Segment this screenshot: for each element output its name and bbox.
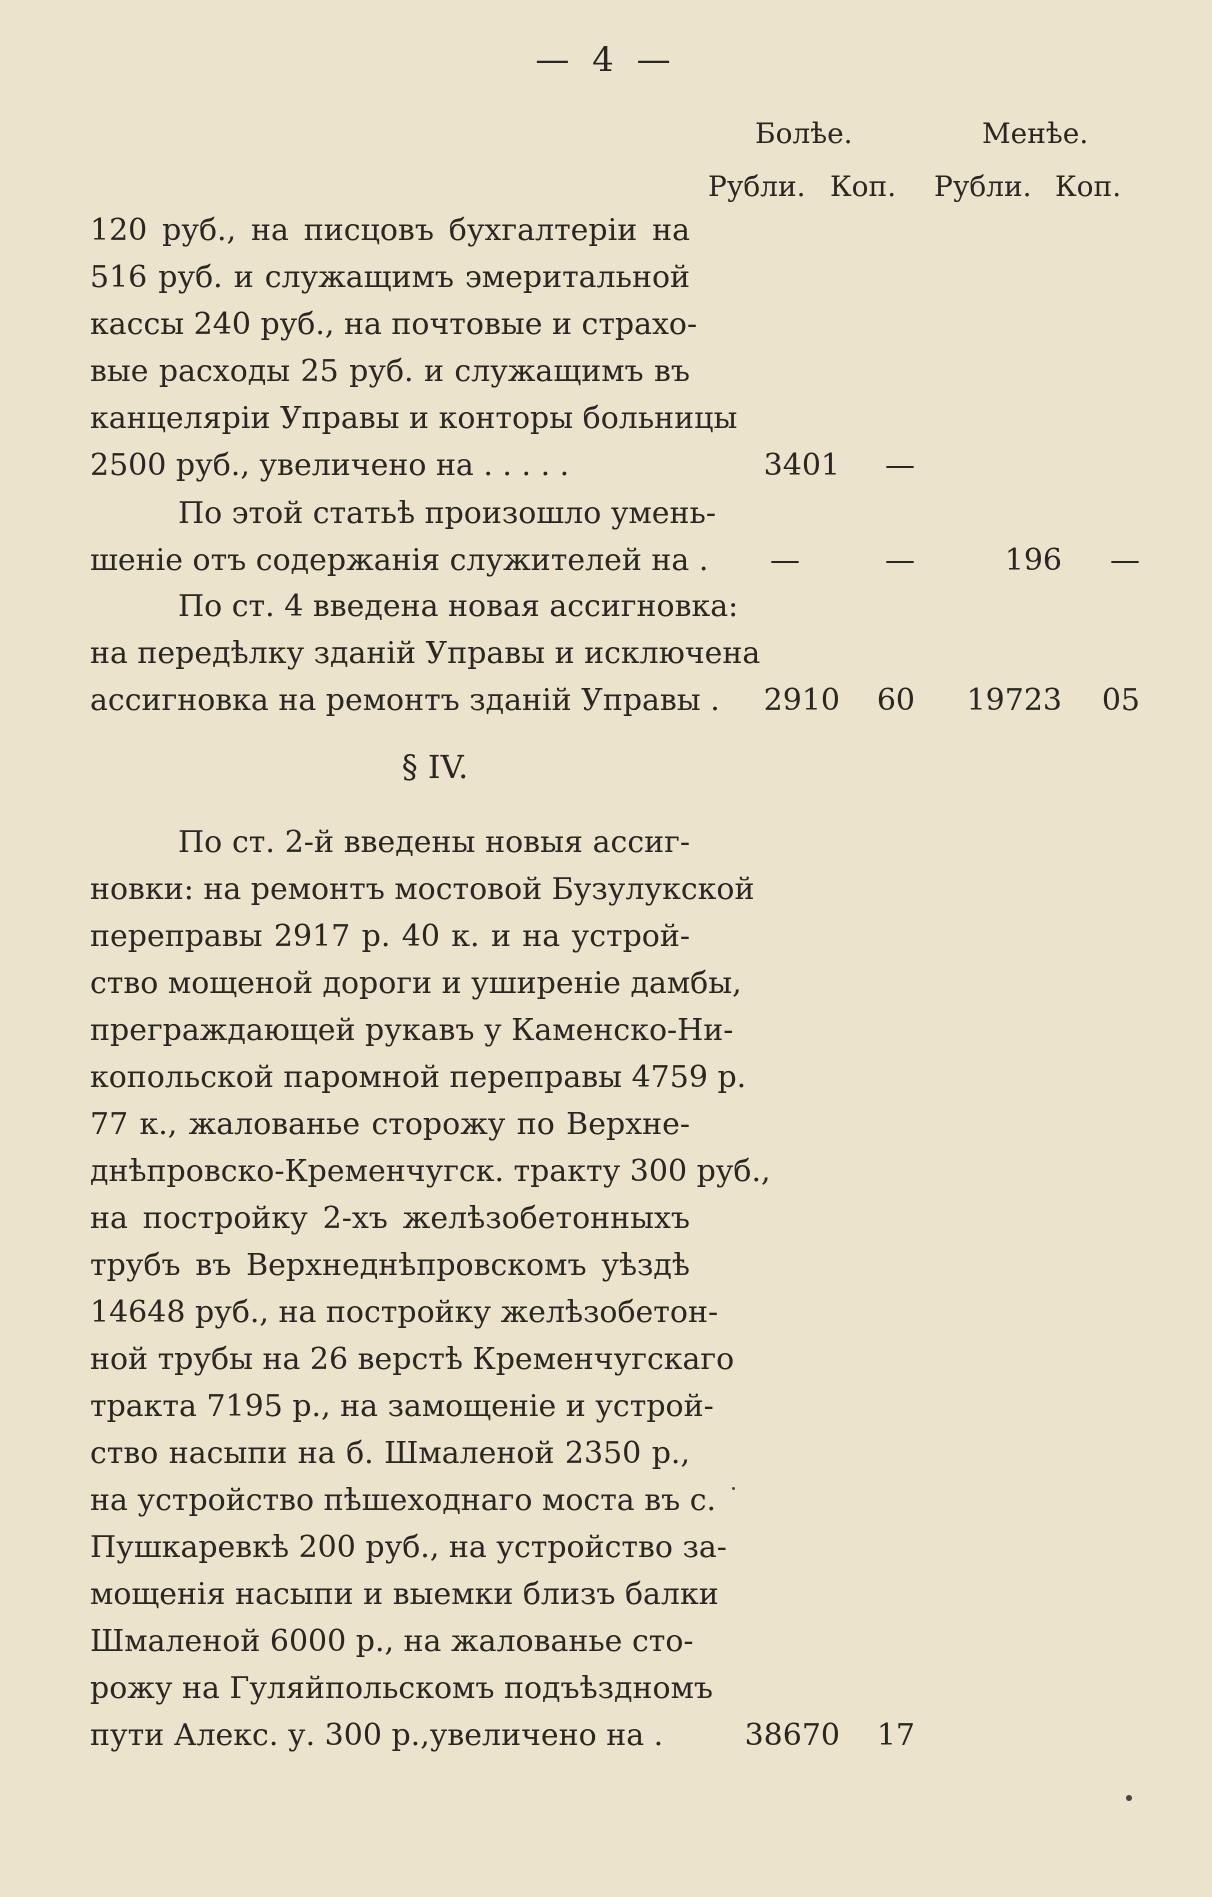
text-line: По ст. 2-й введены новыя ассиг- [178, 825, 690, 860]
value-more-rubles: 38670 [744, 1718, 840, 1753]
value-more-kop: — [885, 448, 915, 483]
page-number: — 4 — [535, 40, 677, 80]
text-line: По этой статьѣ произошло умень- [178, 496, 717, 531]
value-more-kop: 17 [876, 1718, 915, 1753]
value-less-kop: — [1110, 543, 1140, 578]
value-less-rubles: 196 [1004, 543, 1062, 578]
header-kop-less: Коп. [1055, 170, 1122, 203]
text-line: на передѣлку зданій Управы и исключена [90, 636, 761, 671]
ink-speck [1126, 1795, 1132, 1801]
text-line: копольской паромной переправы 4759 р. [90, 1060, 747, 1095]
value-more-rubles: — [770, 543, 800, 578]
text-line: мощенія насыпи и выемки близъ балки [90, 1577, 719, 1612]
text-line: ство мощеной дороги и уширеніе дамбы, [90, 966, 742, 1001]
text-line: днѣпровско-Кременчугск. тракту 300 руб., [90, 1154, 771, 1189]
value-less-rubles: 19723 [966, 683, 1062, 718]
text-line: 516 руб. и служащимъ эмеритальной [90, 260, 690, 295]
header-kop-more: Коп. [830, 170, 897, 203]
text-line: переправы 2917 р. 40 к. и на устрой- [90, 919, 690, 954]
value-more-rubles: 2910 [763, 683, 840, 718]
text-line: 120 руб., на писцовъ бухгалтеріи на [90, 213, 690, 248]
value-more-rubles: 3401 [763, 448, 840, 483]
text-line: шеніе отъ содержанія служителей на . [90, 543, 709, 578]
text-line: ной трубы на 26 верстѣ Кременчугскаго [90, 1342, 735, 1377]
text-line: пути Алекс. у. 300 р.,увеличено на . [90, 1718, 664, 1753]
text-line: трубъ въ Верхнеднѣпровскомъ уѣздѣ [90, 1248, 690, 1283]
text-line: тракта 7195 р., на замощеніе и устрой- [90, 1389, 714, 1424]
text-line: рожу на Гуляйпольскомъ подъѣздномъ [90, 1671, 713, 1706]
text-line: 2500 руб., увеличено на . . . . . [90, 448, 570, 483]
header-less: Менѣе. [982, 117, 1089, 150]
text-line: на устройство пѣшеходнаго моста въ с. [90, 1483, 717, 1518]
text-line: 77 к., жалованье сторожу по Верхне- [90, 1107, 690, 1142]
ink-speck [732, 1487, 735, 1490]
text-line: По ст. 4 введена новая ассигновка: [178, 589, 739, 624]
text-line: новки: на ремонтъ мостовой Бузулукской [90, 872, 755, 907]
header-rubles-more: Рубли. [708, 170, 806, 203]
text-line: кассы 240 руб., на почтовые и страхо- [90, 307, 698, 342]
header-rubles-less: Рубли. [934, 170, 1032, 203]
text-line: на постройку 2-хъ желѣзобетонныхъ [90, 1201, 690, 1236]
value-more-kop: 60 [876, 683, 915, 718]
section-title: § IV. [401, 748, 469, 786]
text-line: Шмаленой 6000 р., на жалованье сто- [90, 1624, 694, 1659]
text-line: Пушкаревкѣ 200 руб., на устройство за- [90, 1530, 727, 1565]
header-more: Болѣе. [755, 117, 853, 150]
text-line: ассигновка на ремонтъ зданій Управы . [90, 683, 720, 718]
text-line: ство насыпи на б. Шмаленой 2350 р., [90, 1436, 690, 1471]
text-line: преграждающей рукавъ у Каменско-Ни- [90, 1013, 734, 1048]
text-line: вые расходы 25 руб. и служащимъ въ [90, 354, 690, 389]
text-line: 14648 руб., на постройку желѣзобетон- [90, 1295, 719, 1330]
value-less-kop: 05 [1101, 683, 1140, 718]
text-line: канцеляріи Управы и конторы больницы [90, 401, 738, 436]
value-more-kop: — [885, 543, 915, 578]
